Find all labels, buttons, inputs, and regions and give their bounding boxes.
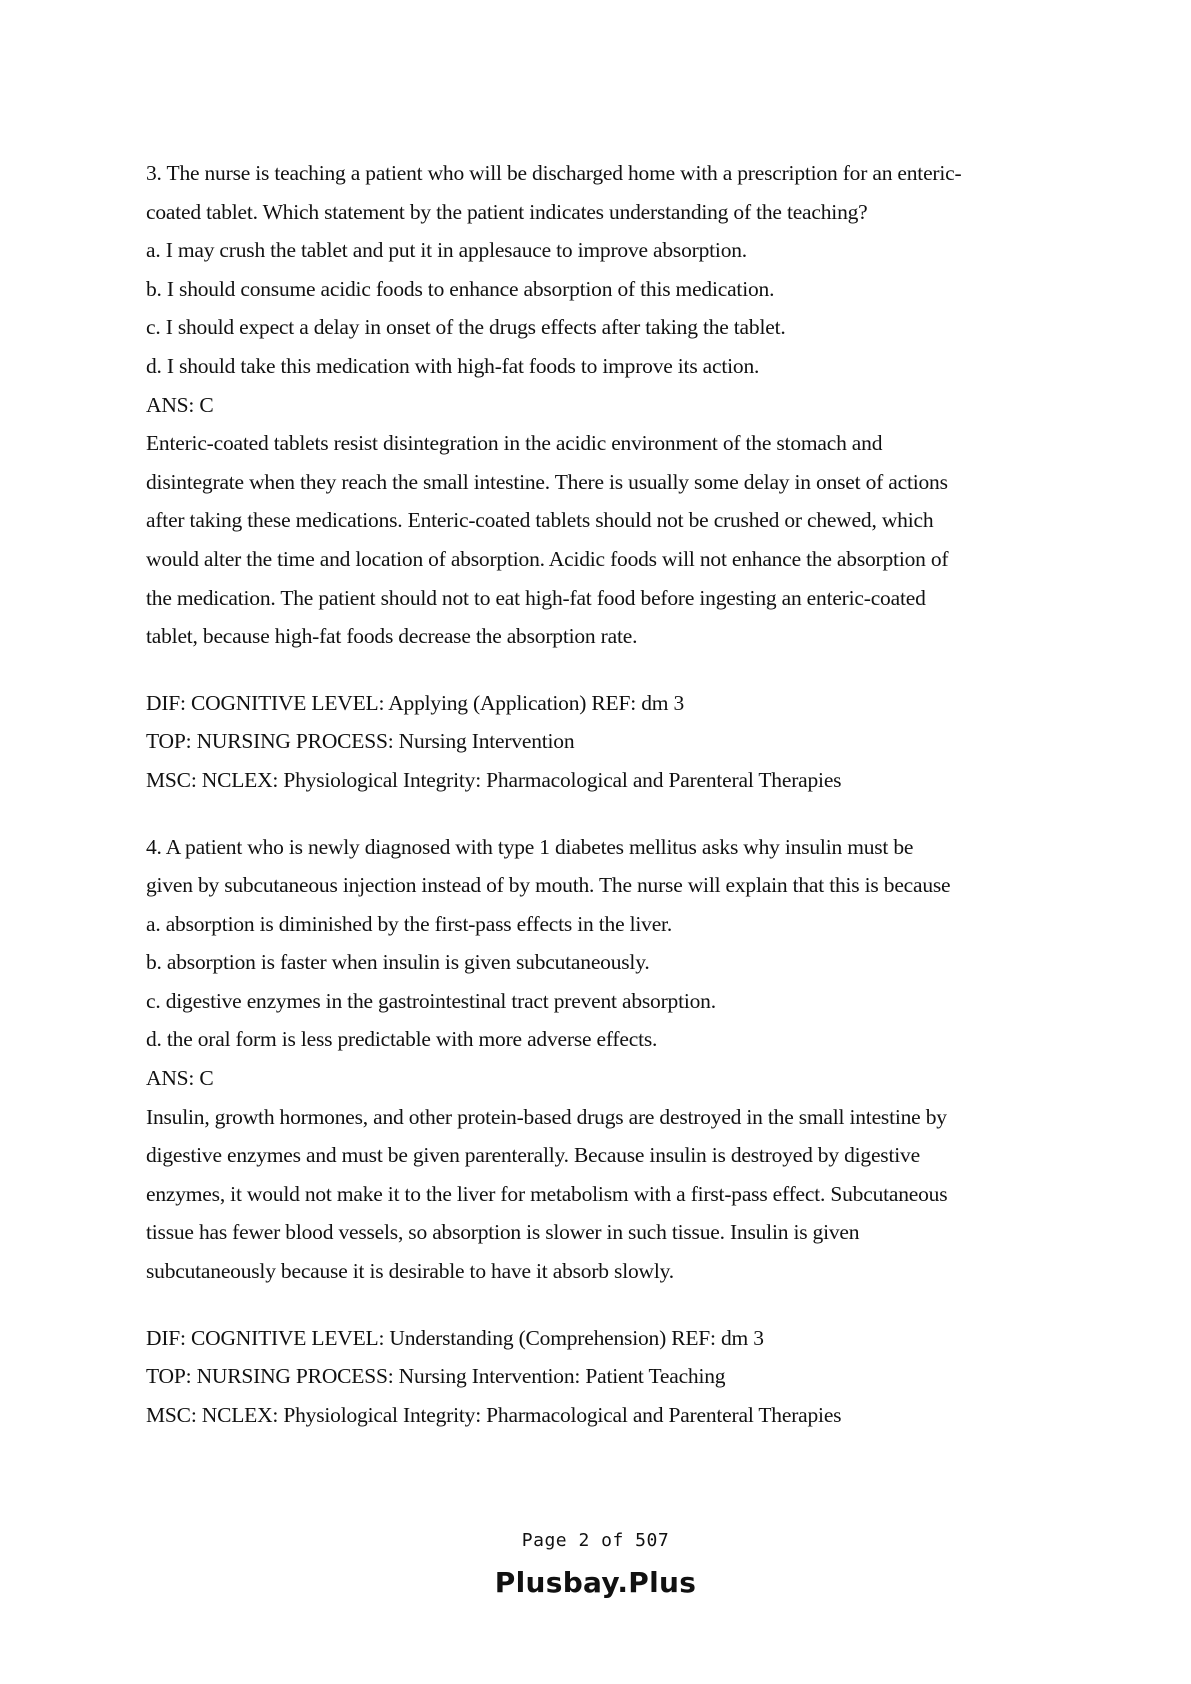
rationale-line: Enteric-coated tablets resist disintegration in the acidic environment of the stomach and bbox=[146, 431, 883, 456]
answer-option-c: c. digestive enzymes in the gastrointestinal tract prevent absorption. bbox=[146, 988, 716, 1013]
meta-category: MSC: NCLEX: Physiological Integrity: Pharmacological and Parenteral Therapies bbox=[146, 1402, 842, 1427]
answer-option-d: d. the oral form is less predictable with more adverse effects. bbox=[146, 1027, 658, 1052]
spacer bbox=[146, 1291, 1086, 1319]
question-3 bbox=[146, 154, 1086, 800]
rationale-line: digestive enzymes and must be given parenterally. Because insulin is destroyed by digestive bbox=[146, 1143, 920, 1168]
answer-option-d: d. I should take this medication with high-fat foods to improve its action. bbox=[146, 353, 760, 378]
answer-option-b: b. I should consume acidic foods to enhance absorption of this medication. bbox=[146, 276, 775, 301]
rationale-line: tablet, because high-fat foods decrease the absorption rate. bbox=[146, 624, 638, 649]
rationale-line: tissue has fewer blood vessels, so absorption is slower in such tissue. Insulin is given bbox=[146, 1220, 860, 1245]
rationale-line: subcutaneously because it is desirable to have it absorb slowly. bbox=[146, 1259, 674, 1284]
meta-topic: TOP: NURSING PROCESS: Nursing Intervention: Patient Teaching bbox=[146, 1364, 726, 1389]
question-stem-line: 3. The nurse is teaching a patient who will be discharged home with a prescription for an enteric- bbox=[146, 161, 962, 185]
answer-option-a: a. I may crush the tablet and put it in applesauce to improve absorption. bbox=[146, 238, 747, 263]
question-stem-line: coated tablet. Which statement by the patient indicates understanding of the teaching? bbox=[146, 199, 868, 224]
meta-category: MSC: NCLEX: Physiological Integrity: Pharmacological and Parenteral Therapies bbox=[146, 767, 842, 792]
rationale-line: enzymes, it would not make it to the liver for metabolism with a first-pass effect. Subcutaneous bbox=[146, 1181, 948, 1206]
answer-key: ANS: C bbox=[146, 392, 214, 417]
question-stem-line: given by subcutaneous injection instead of by mouth. The nurse will explain that this is because bbox=[146, 873, 951, 898]
rationale-line: disintegrate when they reach the small intestine. There is usually some delay in onset of actions bbox=[146, 469, 948, 494]
question-stem-line: 4. A patient who is newly diagnosed with type 1 diabetes mellitus asks why insulin must be bbox=[146, 834, 914, 859]
page-number: Page 2 of 507 bbox=[521, 1530, 670, 1551]
rationale-line: after taking these medications. Enteric-coated tablets should not be crushed or chewed, which bbox=[146, 508, 934, 533]
spacer bbox=[146, 800, 1086, 828]
page-content bbox=[146, 154, 1086, 1434]
question-4 bbox=[146, 828, 1086, 1435]
answer-option-a: a. absorption is diminished by the first-pass effects in the liver. bbox=[146, 911, 672, 936]
answer-option-c: c. I should expect a delay in onset of the drugs effects after taking the tablet. bbox=[146, 315, 786, 340]
spacer bbox=[146, 656, 1086, 684]
rationale-line: would alter the time and location of absorption. Acidic foods will not enhance the absorption of bbox=[146, 546, 949, 571]
answer-key: ANS: C bbox=[146, 1066, 214, 1091]
rationale-line: the medication. The patient should not to eat high-fat food before ingesting an enteric-coated bbox=[146, 585, 926, 610]
answer-option-b: b. absorption is faster when insulin is given subcutaneously. bbox=[146, 950, 650, 975]
rationale-line: Insulin, growth hormones, and other protein-based drugs are destroyed in the small intestine by bbox=[146, 1104, 947, 1129]
meta-topic: TOP: NURSING PROCESS: Nursing Intervention bbox=[146, 729, 575, 754]
meta-difficulty: DIF: COGNITIVE LEVEL: Applying (Application) REF: dm 3 bbox=[146, 690, 684, 715]
meta-difficulty: DIF: COGNITIVE LEVEL: Understanding (Comprehension) REF: dm 3 bbox=[146, 1325, 764, 1350]
site-watermark: Plusbay.Plus bbox=[494, 1566, 697, 1599]
